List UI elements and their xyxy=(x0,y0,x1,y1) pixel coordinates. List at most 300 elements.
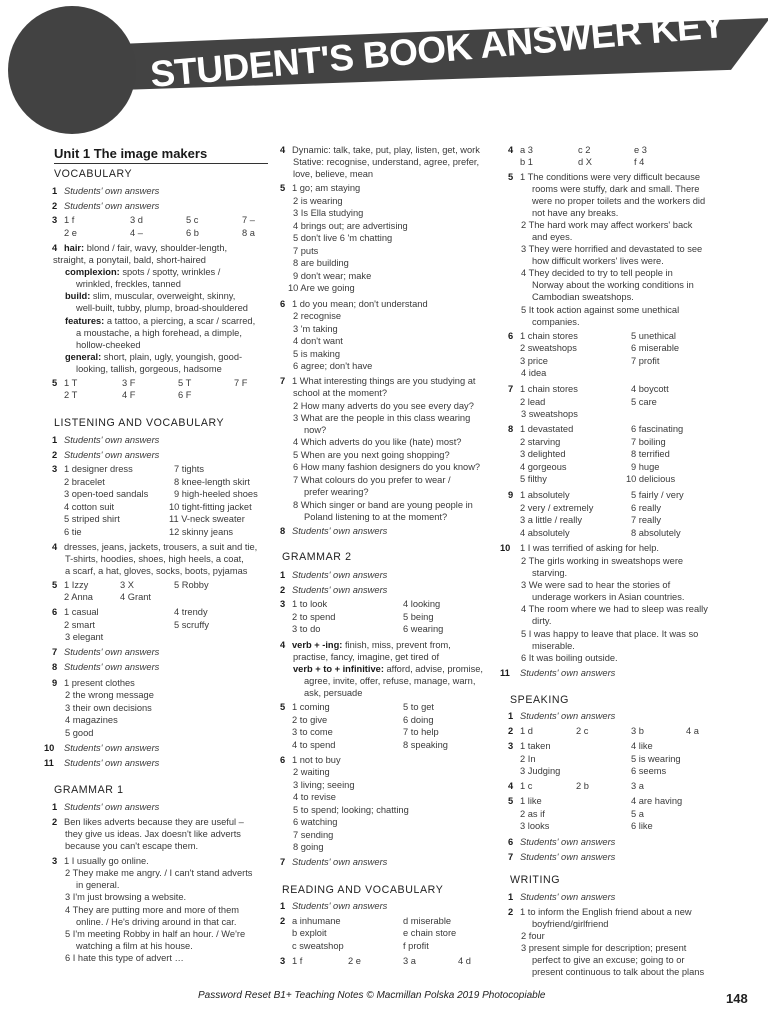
answer-line: 1 do you mean; don't understand xyxy=(292,299,428,309)
footer-copyright: Password Reset B1+ Teaching Notes © Macmillan Polska 2019 Photocopiable xyxy=(198,990,546,1001)
exercise-number: 3 xyxy=(280,599,286,609)
answer-cell: 2 b xyxy=(576,781,589,791)
exercise-number: 7 xyxy=(280,376,286,386)
exercise-number: 4 xyxy=(280,145,286,155)
answer-cell: 2 Anna xyxy=(64,592,93,602)
answer-cell: 3 d xyxy=(130,215,143,225)
answer-line: Cambodian sweatshops. xyxy=(532,292,634,302)
answer-line: Students' own answers xyxy=(520,668,616,678)
answer-cell: 3 to do xyxy=(292,624,321,634)
answer-cell: 4 – xyxy=(130,228,143,238)
section-heading: GRAMMAR 1 xyxy=(54,784,124,796)
answer-cell: 6 wearing xyxy=(403,624,444,634)
answer-cell: 3 b xyxy=(631,726,644,736)
answer-cell: 9 high-heeled shoes xyxy=(174,489,258,499)
answer-cell: c 2 xyxy=(578,145,591,155)
exercise-number: 6 xyxy=(280,299,286,309)
answer-line: boyfriend/girlfriend xyxy=(532,919,609,929)
answer-line: 1 go; am staying xyxy=(292,183,361,193)
answer-cell: 2 In xyxy=(520,754,536,764)
answer-cell: 1 coming xyxy=(292,702,330,712)
answer-line: 3 elegant xyxy=(65,632,104,642)
answer-line: 1 The conditions were very difficult because xyxy=(520,172,701,182)
answer-cell: 12 skinny jeans xyxy=(169,527,234,537)
answer-line: perfect to give an excuse; going to or xyxy=(532,955,685,965)
exercise-number: 5 xyxy=(52,580,58,590)
answer-cell: 3 X xyxy=(120,580,134,590)
answer-cell: 4 gorgeous xyxy=(520,462,567,472)
answer-line: 5 I was happy to leave that place. It was so xyxy=(521,629,699,639)
answer-cell: 4 d xyxy=(458,956,471,966)
answer-line: Students' own answers xyxy=(292,857,388,867)
answer-cell: 6 F xyxy=(178,390,192,400)
answer-line: Students' own answers xyxy=(64,186,160,196)
answer-label: verb + -ing: xyxy=(292,640,343,650)
answer-line: companies. xyxy=(532,317,580,327)
answer-line: a moustache, a high forehead, a dimple, xyxy=(76,328,242,338)
answer-text: finish, miss, prevent from, xyxy=(342,640,451,650)
exercise-number: 8 xyxy=(52,662,58,672)
answer-line: Students' own answers xyxy=(64,647,160,657)
answer-cell: 5 striped shirt xyxy=(64,514,120,524)
section-heading: GRAMMAR 2 xyxy=(282,551,352,563)
answer-cell: 8 terrified xyxy=(631,449,670,459)
answer-cell: 2 e xyxy=(348,956,361,966)
answer-line: Students' own answers xyxy=(520,892,616,902)
answer-cell: 7 boiling xyxy=(631,437,666,447)
answer-line: wrinkled, freckles, tanned xyxy=(76,279,181,289)
exercise-number: 3 xyxy=(52,464,58,474)
exercise-number: 2 xyxy=(52,450,58,460)
answer-cell: 1 d xyxy=(520,726,533,736)
answer-line: 4 to revise xyxy=(293,792,336,802)
answer-label: hair: xyxy=(64,243,85,253)
exercise-number: 4 xyxy=(508,781,514,791)
exercise-number: 1 xyxy=(508,711,514,721)
answer-label: general: xyxy=(65,352,102,362)
answer-line: T-shirts, hoodies, shoes, high heels, a coat, xyxy=(65,554,244,564)
answer-cell: 6 really xyxy=(631,503,661,513)
answer-cell: 4 to spend xyxy=(292,740,336,750)
answer-line: 3 their own decisions xyxy=(65,703,152,713)
exercise-number: 9 xyxy=(52,678,58,688)
answer-line: 3 We were sad to hear the stories of xyxy=(521,580,671,590)
answer-cell: c sweatshop xyxy=(292,941,344,951)
answer-cell: e chain store xyxy=(403,928,457,938)
answer-text: afford, advise, promise, xyxy=(383,664,483,674)
answer-line: 5 It took action against some unethical xyxy=(521,305,680,315)
answer-cell: 5 fairly / very xyxy=(631,490,684,500)
exercise-number: 9 xyxy=(508,490,514,500)
answer-cell: 2 sweatshops xyxy=(520,343,577,353)
answer-line: 2 is wearing xyxy=(293,196,343,206)
answer-cell: 3 a xyxy=(403,956,416,966)
answer-cell: 4 absolutely xyxy=(520,528,570,538)
answer-line xyxy=(65,290,235,302)
answer-line: 7 sending xyxy=(293,830,334,840)
answer-cell: 1 Izzy xyxy=(64,580,89,590)
answer-cell: 5 care xyxy=(631,397,657,407)
answer-label: complexion: xyxy=(65,267,120,277)
answer-line: 4 magazines xyxy=(65,715,118,725)
exercise-number: 8 xyxy=(508,424,514,434)
answer-cell: 5 Robby xyxy=(174,580,209,590)
answer-line: Students' own answers xyxy=(292,526,388,536)
answer-line: straight, a ponytail, bald, short-haired xyxy=(53,255,206,265)
answer-cell: 5 T xyxy=(178,378,192,388)
answer-cell: 7 F xyxy=(234,378,248,388)
answer-text: blond / fair, wavy, shoulder-length, xyxy=(84,243,228,253)
answer-cell: 4 cotton suit xyxy=(64,502,115,512)
section-heading: LISTENING AND VOCABULARY xyxy=(54,417,225,429)
answer-cell: 2 bracelet xyxy=(64,477,105,487)
answer-line: starving. xyxy=(532,568,568,578)
exercise-number: 2 xyxy=(508,726,514,736)
answer-line: Stative: recognise, understand, agree, prefer, xyxy=(293,157,480,167)
answer-cell: f profit xyxy=(403,941,429,951)
answer-line: 6 How many fashion designers do you know? xyxy=(293,462,481,472)
answer-line: well-built, tubby, plump, broad-shouldered xyxy=(76,303,248,313)
answer-line: Students' own answers xyxy=(64,743,160,753)
exercise-number: 10 xyxy=(500,543,511,553)
answer-cell: 11 V-neck sweater xyxy=(169,514,245,524)
answer-line: in general. xyxy=(76,880,120,890)
answer-line: ask, persuade xyxy=(304,688,363,698)
answer-line: agree, invite, offer, refuse, manage, warn, xyxy=(304,676,476,686)
answer-line: 6 watching xyxy=(293,817,338,827)
answer-line: Students' own answers xyxy=(520,852,616,862)
exercise-number: 3 xyxy=(52,215,58,225)
exercise-number: 4 xyxy=(280,640,286,650)
answer-cell: d miserable xyxy=(403,916,452,926)
answer-line: 4 brings out; are advertising xyxy=(293,221,408,231)
exercise-number: 7 xyxy=(52,647,58,657)
answer-cell: 1 to look xyxy=(292,599,328,609)
answer-line: 5 I'm meeting Robby in half an hour. / We're xyxy=(65,929,246,939)
answer-line: 1 to inform the English friend about a new xyxy=(520,907,692,917)
exercise-number: 6 xyxy=(508,331,514,341)
answer-cell: 3 looks xyxy=(520,821,550,831)
answer-line: 6 agree; don't have xyxy=(293,361,373,371)
answer-line: 1 not to buy xyxy=(292,755,341,765)
exercise-number: 2 xyxy=(280,585,286,595)
answer-line: Students' own answers xyxy=(292,585,388,595)
answer-line: 3 Is Ella studying xyxy=(293,208,364,218)
unit-underline xyxy=(54,163,268,164)
answer-cell: b exploit xyxy=(292,928,327,938)
answer-line: 5 to spend; looking; chatting xyxy=(293,805,409,815)
answer-line: watching a film at his house. xyxy=(76,941,193,951)
answer-cell: 3 Judging xyxy=(520,766,561,776)
answer-line: Students' own answers xyxy=(64,758,160,768)
answer-line: 5 When are you next going shopping? xyxy=(293,450,450,460)
exercise-number: 2 xyxy=(52,817,58,827)
answer-cell: 3 delighted xyxy=(520,449,566,459)
exercise-number: 6 xyxy=(52,607,58,617)
answer-cell: 4 looking xyxy=(403,599,441,609)
answer-cell: 1 devastated xyxy=(520,424,574,434)
answer-line: 4 They decided to try to tell people in xyxy=(521,268,673,278)
answer-line: Students' own answers xyxy=(64,450,160,460)
answer-line: because you can't escape them. xyxy=(65,841,199,851)
answer-line: 4 idea xyxy=(521,368,547,378)
answer-cell: 7 tights xyxy=(174,464,204,474)
answer-line: 3 present simple for description; present xyxy=(521,943,687,953)
answer-line: 6 It was boiling outside. xyxy=(521,653,618,663)
answer-line: 7 What colours do you prefer to wear / xyxy=(293,475,451,485)
answer-cell: 4 F xyxy=(122,390,136,400)
answer-cell: e 3 xyxy=(634,145,647,155)
exercise-number: 3 xyxy=(280,956,286,966)
answer-line xyxy=(65,266,220,278)
answer-line: 8 are building xyxy=(293,258,349,268)
answer-line: 9 don't wear; make xyxy=(293,271,372,281)
answer-cell: 8 knee-length skirt xyxy=(174,477,250,487)
answer-cell: 1 casual xyxy=(64,607,99,617)
answer-cell: 9 huge xyxy=(631,462,660,472)
answer-line: 8 Which singer or band are young people in xyxy=(293,500,473,510)
answer-line: and eyes. xyxy=(532,232,573,242)
exercise-number: 2 xyxy=(280,916,286,926)
answer-cell: 3 price xyxy=(520,356,548,366)
answer-cell: 1 f xyxy=(292,956,303,966)
answer-cell: 4 Grant xyxy=(120,592,152,602)
answer-line: 1 I usually go online. xyxy=(64,856,149,866)
answer-line: Dynamic: talk, take, put, play, listen, get, work xyxy=(292,145,480,155)
answer-line xyxy=(65,351,242,363)
answer-cell: b 1 xyxy=(520,157,533,167)
exercise-number: 7 xyxy=(508,852,514,862)
answer-cell: 1 c xyxy=(520,781,533,791)
answer-line: looking, tallish, gorgeous, hadsome xyxy=(76,364,222,374)
answer-line: Students' own answers xyxy=(64,435,160,445)
exercise-number: 5 xyxy=(280,702,286,712)
answer-line: 2 recognise xyxy=(293,311,342,321)
answer-cell: 2 e xyxy=(64,228,77,238)
answer-cell: 5 to get xyxy=(403,702,435,712)
answer-line: online. / He's driving around in that car. xyxy=(76,917,237,927)
answer-cell: a 3 xyxy=(520,145,533,155)
answer-line xyxy=(293,663,483,675)
answer-line: 2 They make me angry. / I can't stand adverts xyxy=(65,868,253,878)
exercise-number: 2 xyxy=(52,201,58,211)
answer-line: school at the moment? xyxy=(293,388,388,398)
answer-line: 2 The hard work may affect workers' back xyxy=(521,220,693,230)
exercise-number: 4 xyxy=(52,542,58,552)
answer-line: Poland listening to at the moment? xyxy=(304,512,448,522)
exercise-number: 4 xyxy=(52,243,58,253)
answer-cell: 1 chain stores xyxy=(520,384,578,394)
answer-cell: 1 like xyxy=(520,796,542,806)
answer-cell: 2 to spend xyxy=(292,612,336,622)
answer-cell: 6 doing xyxy=(403,715,434,725)
answer-line: 3 'm taking xyxy=(293,324,338,334)
answer-line: practise, fancy, imagine, get tired of xyxy=(293,652,440,662)
answer-line: 6 I hate this type of advert … xyxy=(65,953,184,963)
answer-line: 10 Are we going xyxy=(288,283,355,293)
answer-cell: 5 filthy xyxy=(520,474,547,484)
answer-cell: 1 absolutely xyxy=(520,490,570,500)
answer-text: a tattoo, a piercing, a scar / scarred, xyxy=(104,316,256,326)
answer-cell: 8 a xyxy=(242,228,255,238)
answer-line: 4 The room where we had to sleep was really xyxy=(521,604,708,614)
page-title: STUDENT'S BOOK ANSWER KEY xyxy=(148,3,727,95)
answer-line: Ben likes adverts because they are useful – xyxy=(64,817,244,827)
answer-cell: 2 very / extremely xyxy=(520,503,594,513)
answer-cell: a inhumane xyxy=(292,916,341,926)
exercise-number: 7 xyxy=(280,857,286,867)
answer-cell: 3 F xyxy=(122,378,136,388)
answer-line: 5 good xyxy=(65,728,94,738)
answer-line: present continuous to talk about the plans xyxy=(532,967,705,977)
section-heading: SPEAKING xyxy=(510,694,569,706)
exercise-number: 5 xyxy=(508,796,514,806)
answer-line: 3 sweatshops xyxy=(521,409,578,419)
answer-cell: d X xyxy=(578,157,592,167)
exercise-number: 1 xyxy=(52,435,58,445)
exercise-number: 10 xyxy=(44,743,55,753)
answer-cell: 4 like xyxy=(631,741,653,751)
answer-line: they give us ideas. Jax doesn't like adverts xyxy=(65,829,241,839)
exercise-number: 3 xyxy=(508,741,514,751)
answer-text: short, plain, ugly, youngish, good- xyxy=(101,352,243,362)
answer-line xyxy=(292,639,451,651)
answer-cell: 1 T xyxy=(64,378,78,388)
answer-label: verb + to + infinitive: xyxy=(293,664,384,674)
section-heading: READING AND VOCABULARY xyxy=(282,884,444,896)
answer-cell: f 4 xyxy=(634,157,645,167)
page-header xyxy=(0,0,768,130)
answer-line: 1 I was terrified of asking for help. xyxy=(520,543,660,553)
answer-cell: 3 a xyxy=(631,781,644,791)
answer-line: love, believe, mean xyxy=(293,169,374,179)
answer-cell: 2 lead xyxy=(520,397,546,407)
section-heading: VOCABULARY xyxy=(54,168,133,180)
answer-cell: 5 unethical xyxy=(631,331,676,341)
answer-line: Students' own answers xyxy=(64,201,160,211)
answer-cell: 6 like xyxy=(631,821,653,831)
exercise-number: 1 xyxy=(52,186,58,196)
answer-line: dresses, jeans, jackets, trousers, a suit and tie, xyxy=(64,542,258,552)
answer-line: 3 I'm just browsing a website. xyxy=(65,892,187,902)
exercise-number: 3 xyxy=(52,856,58,866)
exercise-number: 2 xyxy=(508,907,514,917)
answer-cell: 8 speaking xyxy=(403,740,448,750)
answer-cell: 1 f xyxy=(64,215,75,225)
answer-cell: 8 absolutely xyxy=(631,528,681,538)
exercise-number: 5 xyxy=(508,172,514,182)
answer-cell: 5 being xyxy=(403,612,434,622)
answer-cell: 2 starving xyxy=(520,437,561,447)
exercise-number: 11 xyxy=(500,668,510,678)
answer-cell: 5 c xyxy=(186,215,199,225)
answer-line: 3 What are the people in this class wearing xyxy=(293,413,471,423)
answer-cell: 4 are having xyxy=(631,796,683,806)
answer-cell: 5 scruffy xyxy=(174,620,209,630)
answer-line: 2 The girls working in sweatshops were xyxy=(521,556,684,566)
answer-line: 3 They were horrified and devastated to see xyxy=(521,244,703,254)
answer-line: 2 the wrong message xyxy=(65,690,154,700)
answer-cell: 10 tight-fitting jacket xyxy=(169,502,252,512)
answer-line: miserable. xyxy=(532,641,575,651)
answer-line: not have any breaks. xyxy=(532,208,619,218)
answer-cell: 7 really xyxy=(631,515,661,525)
answer-cell: 3 to come xyxy=(292,727,333,737)
answer-line: prefer wearing? xyxy=(304,487,369,497)
exercise-number: 8 xyxy=(280,526,286,536)
answer-line: 4 Which adverts do you like (hate) most? xyxy=(293,437,462,447)
exercise-number: 1 xyxy=(280,570,286,580)
exercise-number: 6 xyxy=(508,837,514,847)
answer-text: slim, muscular, overweight, skinny, xyxy=(90,291,236,301)
answer-cell: 2 c xyxy=(576,726,589,736)
answer-cell: 2 smart xyxy=(64,620,95,630)
header-disc xyxy=(8,6,136,134)
exercise-number: 5 xyxy=(52,378,58,388)
answer-cell: 3 open-toed sandals xyxy=(64,489,149,499)
exercise-number: 7 xyxy=(508,384,514,394)
section-heading: WRITING xyxy=(510,874,561,886)
answer-cell: 7 to help xyxy=(403,727,439,737)
answer-line: 2 four xyxy=(521,931,545,941)
answer-line: Students' own answers xyxy=(520,711,616,721)
answer-line: Students' own answers xyxy=(520,837,616,847)
unit-title: Unit 1 The image makers xyxy=(54,146,208,161)
exercise-number: 5 xyxy=(280,183,286,193)
answer-cell: 4 boycott xyxy=(631,384,669,394)
answer-cell: 6 tie xyxy=(64,527,82,537)
answer-cell: 3 a little / really xyxy=(520,515,583,525)
answer-line: 5 don't live 6 'm chatting xyxy=(293,233,393,243)
answer-line xyxy=(65,315,255,327)
answer-line: 7 puts xyxy=(293,246,319,256)
answer-cell: 4 a xyxy=(686,726,699,736)
answer-line xyxy=(64,242,227,254)
answer-cell: 2 as if xyxy=(520,809,545,819)
answer-line: Norway about the working conditions in xyxy=(532,280,694,290)
answer-line: 2 How many adverts do you see every day? xyxy=(293,401,474,411)
answer-line: 1 What interesting things are you studying at xyxy=(292,376,476,386)
answer-text: spots / spotty, wrinkles / xyxy=(119,267,221,277)
answer-cell: 6 miserable xyxy=(631,343,680,353)
answer-line: 1 present clothes xyxy=(64,678,135,688)
answer-cell: 2 T xyxy=(64,390,78,400)
answer-line: 3 living; seeing xyxy=(293,780,355,790)
exercise-number: 11 xyxy=(44,758,54,768)
answer-cell: 4 trendy xyxy=(174,607,208,617)
page-number: 148 xyxy=(726,991,748,1006)
answer-cell: 1 chain stores xyxy=(520,331,578,341)
answer-line: hollow-cheeked xyxy=(76,340,141,350)
exercise-number: 1 xyxy=(508,892,514,902)
answer-line: 4 They are putting more and more of them xyxy=(65,905,239,915)
answer-line: rooms were stuffy, dark and small. There xyxy=(532,184,700,194)
answer-line: how difficult workers' lives were. xyxy=(532,256,664,266)
answer-line: 8 going xyxy=(293,842,324,852)
answer-cell: 6 b xyxy=(186,228,199,238)
answer-line: underage workers in Asian countries. xyxy=(532,592,685,602)
answer-line: a scarf, a hat, gloves, socks, boots, pyjamas xyxy=(65,566,248,576)
answer-cell: 7 – xyxy=(242,215,255,225)
answer-cell: 5 is wearing xyxy=(631,754,681,764)
answer-cell: 2 to give xyxy=(292,715,328,725)
answer-line: 5 is making xyxy=(293,349,341,359)
exercise-number: 4 xyxy=(508,145,514,155)
answer-line: now? xyxy=(304,425,327,435)
answer-line: Students' own answers xyxy=(292,570,388,580)
answer-cell: 1 taken xyxy=(520,741,551,751)
answer-cell: 6 seems xyxy=(631,766,667,776)
